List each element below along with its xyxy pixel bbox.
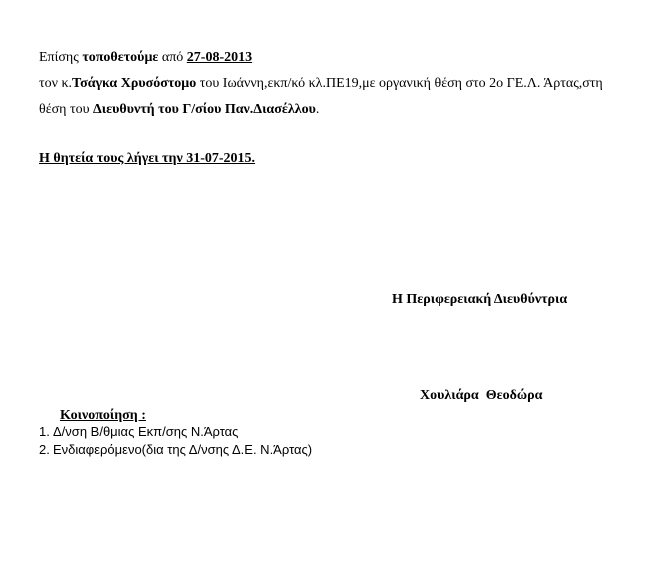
signature-name <box>420 387 542 405</box>
term-note <box>39 150 255 168</box>
teacher-details: του Ιωάννη,εκπ/κό κλ.ΠΕ19,με οργανική θέση στο 2ο ΓΕ.Λ. Άρτας,στη <box>196 76 603 91</box>
text-ton-k: τον κ. <box>39 76 73 91</box>
text-period: . <box>315 102 320 117</box>
cc-item-text: Δ/νση Β/θμιας Εκπ/σης Ν.Άρτας <box>53 424 239 439</box>
cc-list-item <box>39 442 312 457</box>
text-topothetoume: τοποθετούμε <box>82 50 159 65</box>
text-apo: από <box>158 50 187 65</box>
signature-title-text: Η Περιφερειακή Διευθύντρια <box>392 292 568 307</box>
signature-name-text: Χουλιάρα Θεοδώρα <box>420 388 543 403</box>
paragraph-line-2 <box>39 75 603 93</box>
signature-title <box>392 291 567 309</box>
cc-item-number: 1. <box>39 424 50 439</box>
cc-heading-text: Κοινοποίηση : <box>60 408 146 423</box>
cc-item-text: Ενδιαφερόμενο(δια της Δ/νσης Δ.Ε. Ν.Άρτας) <box>53 442 313 457</box>
paragraph-line-3 <box>39 101 319 119</box>
paragraph-line-1 <box>39 49 252 67</box>
text-thesi-tou: θέση του <box>39 102 94 117</box>
position-role: Διευθυντή του Γ/σίου Παν.Διασέλλου <box>93 102 316 117</box>
cc-list-item <box>39 424 238 439</box>
cc-heading <box>60 407 146 425</box>
text-episis: Επίσης <box>39 50 83 65</box>
placement-date: 27-08-2013 <box>186 50 253 65</box>
cc-item-number: 2. <box>39 442 50 457</box>
teacher-name: Τσάγκα Χρυσόστομο <box>72 76 197 91</box>
term-note-text: Η θητεία τους λήγει την 31-07-2015. <box>39 151 256 166</box>
